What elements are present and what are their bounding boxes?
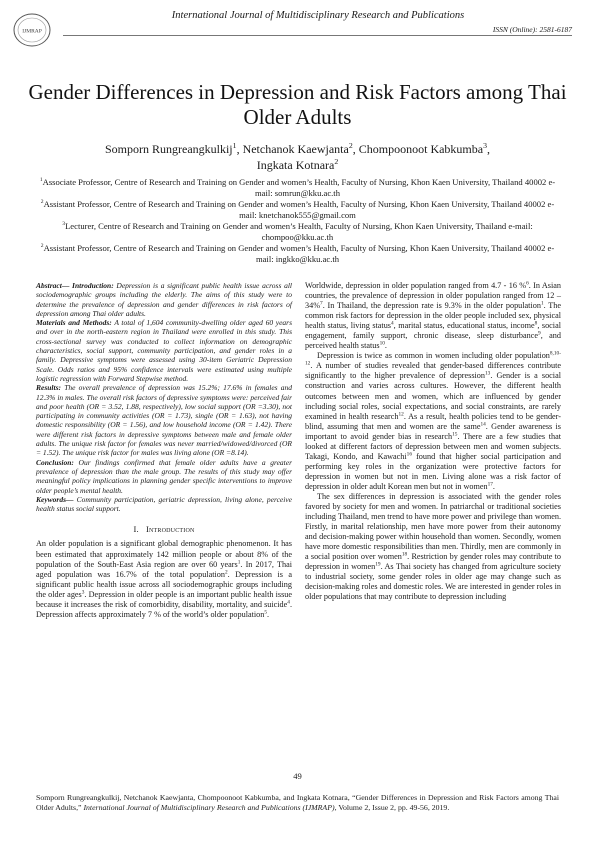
author-list: Somporn Rungreangkulkij$^1$, Netchanok Kaewjanta$^2$, Chompoonoot Kabkumba$^3$, Ingkata Kotnara$^2$ <box>104 141 490 172</box>
svg-text:IJMRAP: IJMRAP <box>22 28 42 35</box>
abstract-methods: Materials and Methods: A total of 1,604 community-dwelling older aged 60 years and over in the north-eastern region in Thailand were enrolled in this study. This cross-sectional survey was conducted to collect information on demographic characteristics, social support, community participation, and gender roles in a family. Depressive symptoms were assessed using 30-item Geriatric Depression Scale. Odds ratios and 95% confidence intervals were estimated using multiple logistic regression with Forward Stepwise method. <box>36 318 292 383</box>
paper-title: Gender Differences in Depression and Risk Factors among Thai Older Adults <box>28 80 567 129</box>
author-affil-sup: 2 <box>334 156 339 166</box>
affiliation: $^2$Assistant Professor, Centre of Research and Training on Gender and women’s Health, Faculty of Nursing, Khon Kaen University, Thailand 40002 e-mail: ingkko@kku.ac.th <box>40 243 555 264</box>
abstract <box>36 281 292 513</box>
abstract-introduction: Abstract— Introduction: Depression is a significant public health issue across all sociodemographic groups including the elderly. The aims of this study were to determine the prevalence of depression and gender differences in risk factors of depression among Thai older adults. <box>36 281 292 318</box>
abstract-conclusion: Conclusion: Our findings confirmed that female older adults have a greater prevalence of depression than the male group. The results of this study may offer meaningful policy implications in planning gender specific interventions to improve older people’s mental health. <box>36 457 292 495</box>
author-name: Somporn Rungreangkulkij <box>104 142 233 156</box>
author-name: Netchanok Kaewjanta <box>242 142 349 156</box>
journal-logo <box>12 10 52 50</box>
journal-name: International Journal of Multidisciplinary Research and Publications <box>171 10 465 21</box>
body-paragraph: The sex differences in depression is associated with the gender roles favored by society for men and women. In patriarchal or traditional societies including Thailand, men trend to have more power and privilege than women. Firstly, in marital relationship, men have more power from their autonomy and decision-making power within household than women. Secondly, women have more domestic responsibilities than men. Thirdly, men are commonly in a social position over women$^{18}$. Restriction by gender roles may contribute to depression in women$^{19}$. As Thai society has changed from agriculture society to industrial society, some gender roles in older age may change such as decision-making roles and domestic roles. We are interested in gender roles in older populations that may contribute to depression including <box>305 491 561 602</box>
affiliation: $^1$Associate Professor, Centre of Research and Training on Gender and women’s Health, Faculty of Nursing, Khon Kaen University, Thailand 40002 e-mail: somrun@kku.ac.th <box>39 177 556 198</box>
author-affil-sup: 2 <box>348 141 353 150</box>
author-affil-sup: 3 <box>483 141 487 150</box>
header-rule <box>63 35 572 36</box>
affiliation: $^2$Assistant Professor, Centre of Research and Training on Gender and women’s Health, Faculty of Nursing, Khon Kaen University, Thailand 40002 e-mail: knetchanok555@gmail.com <box>40 199 555 220</box>
affiliations <box>36 177 559 265</box>
section-heading: I. Introduction <box>133 524 195 535</box>
issn: ISSN (Online): 2581-6187 <box>492 25 572 34</box>
abstract-results: Results: The overall prevalence of depression was 15.2%; 17.6% in females and 12.3% in males. The overall risk factors of depressive symptoms were: perceived fair and poor health (OR = 3.52, 1.88, respectively), low social support (OR =3.30), not participating in community activities (OR = 1.73), single (OR = 1.63), not having domestic responsibility (OR = 1.56), and low household income (OR = 1.42). There were different risk factors in depressive symptoms between male and female older adults. The unique risk factor for females was never married/widowed/divorced (OR = 1.52). The unique risk factor for males was living alone (OR =8.14). <box>36 383 292 458</box>
affiliation: $^3$Lecturer, Centre of Research and Training on Gender and women’s Health, Faculty of Nursing, Khon Kaen University, Thailand e-mail: chompoo@kku.ac.th <box>62 221 533 242</box>
intro-paragraph: An older population is a significant global demographic phenomenon. It has been estimated that approximately 142 million people or about 8% of the population of the South-East Asia region are over 60 years$^1$. In 2017, Thai aged population was 16.7% of the total population$^2$. Depression is a significant public health issue across all sociodemographic groups including the older ages$^3$. Depression in older people is an important public health issue because it increases the risk of comorbidity, disability, mortality, and suicide$^4$. Depression affects approximately 7 % of the world’s older population$^5$. <box>36 539 292 619</box>
author-affil-sup: 1 <box>232 141 237 150</box>
journal-logo-icon <box>12 10 52 50</box>
body-paragraph: Worldwide, depression in older population ranged from 4.7 - 16 %$^6$. In Asian countries, the prevalence of depression in older population ranged from 12 – 34%$^7$. In Thailand, the depression rate is 9.3% in the older population$^1$. The common risk factors for depression in the older people included sex, physical health status, living status$^4$, marital status, educational status, income$^8$, social engagement, family support, chronic disease, sleep disturbance$^9$, and perceived health status$^{10}$. <box>305 280 561 351</box>
page-number: 49 <box>293 771 302 781</box>
author-name: Ingkata Kotnara <box>256 157 335 172</box>
author-name: Chompoonoot Kabkumba <box>358 142 484 156</box>
left-column <box>36 281 292 620</box>
keywords: Keywords— Community participation, geriatric depression, living alone, perceive health status social support. <box>36 494 292 514</box>
citation-footer: Somporn Rungreangkulkij, Netchanok Kaewjanta, Chompoonoot Kabkumba, and Ingkata Kotnara, “Gender Differences in Depression and Risk Factors among Thai Older Adults,” International Journal of Multidisciplinary Research and Publications (IJMRAP), Volume 2, Issue 2, pp. 49-56, 2019. <box>36 793 559 812</box>
right-column <box>305 281 561 603</box>
body-paragraph: Depression is twice as common in women including older population$^{8,10-12}$. A number of studies revealed that gender-based differences contribute significantly to the higher prevalence of depression$^{13}$. Gender is a social construction and varies across cultures. However, the different health outcomes between men and women, which are influenced by gender including social roles, social expectations, and social constraints, are rarely examined in health research$^{12}$. As a result, health policies tend to be gender-blind, assuming that men and women are the same$^{14}$. Gender awareness is important to avoid gender bias in research$^{15}$. There are a few studies that looked at different factors of depression between men and women subjects. Takagi, Kondo, and Kawachi$^{16}$ found that higher social participation and performing key roles in the organization were protective factors for depression in women but not in men. Living alone was a risk factor of depression in older adult Korean men but not in women$^{17}$. <box>305 350 561 491</box>
